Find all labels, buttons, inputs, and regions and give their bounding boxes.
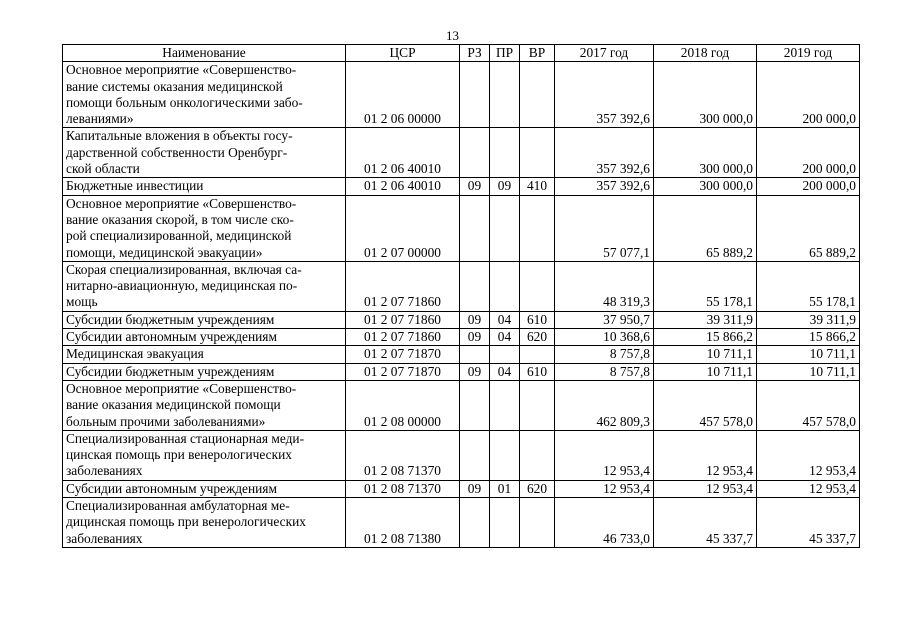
cell-rz: 09 bbox=[460, 480, 490, 497]
cell-csr: 01 2 06 00000 bbox=[346, 62, 460, 128]
cell-2017: 462 809,3 bbox=[555, 380, 654, 430]
table-row bbox=[63, 195, 860, 261]
cell-rz bbox=[460, 346, 490, 363]
cell-2018: 457 578,0 bbox=[654, 380, 757, 430]
cell-2018: 12 953,4 bbox=[654, 480, 757, 497]
cell-2018: 300 000,0 bbox=[654, 62, 757, 128]
cell-pr: 01 bbox=[490, 480, 520, 497]
cell-name: Основное мероприятие «Совершенство- вание оказания медицинской помощи больным прочими заболеваниями» bbox=[63, 380, 346, 430]
cell-vr: 410 bbox=[520, 178, 555, 195]
cell-2017: 8 757,8 bbox=[555, 363, 654, 380]
cell-pr: 04 bbox=[490, 363, 520, 380]
cell-2017: 357 392,6 bbox=[555, 128, 654, 178]
cell-2019: 15 866,2 bbox=[757, 329, 860, 346]
cell-csr: 01 2 07 71860 bbox=[346, 329, 460, 346]
header-pr: ПР bbox=[490, 45, 520, 62]
cell-name: Специализированная амбулаторная ме- дицинская помощь при венерологических заболеваниях bbox=[63, 498, 346, 548]
table-row bbox=[63, 178, 860, 195]
cell-pr bbox=[490, 380, 520, 430]
cell-rz: 09 bbox=[460, 311, 490, 328]
cell-2019: 10 711,1 bbox=[757, 346, 860, 363]
cell-csr: 01 2 07 71870 bbox=[346, 346, 460, 363]
cell-2017: 10 368,6 bbox=[555, 329, 654, 346]
cell-rz bbox=[460, 498, 490, 548]
cell-2019: 200 000,0 bbox=[757, 62, 860, 128]
table-row bbox=[63, 480, 860, 497]
header-rz: РЗ bbox=[460, 45, 490, 62]
cell-csr: 01 2 07 71860 bbox=[346, 311, 460, 328]
cell-csr: 01 2 08 71370 bbox=[346, 480, 460, 497]
header-2018: 2018 год bbox=[654, 45, 757, 62]
page-number: 13 bbox=[446, 28, 459, 43]
table-row bbox=[63, 380, 860, 430]
cell-pr bbox=[490, 498, 520, 548]
cell-pr: 04 bbox=[490, 311, 520, 328]
budget-table bbox=[62, 44, 860, 548]
cell-csr: 01 2 08 71370 bbox=[346, 430, 460, 480]
cell-vr bbox=[520, 346, 555, 363]
cell-rz bbox=[460, 128, 490, 178]
header-row bbox=[63, 45, 860, 62]
cell-pr bbox=[490, 128, 520, 178]
cell-2019: 55 178,1 bbox=[757, 261, 860, 311]
cell-2019: 10 711,1 bbox=[757, 363, 860, 380]
cell-vr: 620 bbox=[520, 480, 555, 497]
cell-csr: 01 2 08 71380 bbox=[346, 498, 460, 548]
cell-name: Субсидии бюджетным учреждениям bbox=[63, 363, 346, 380]
cell-2017: 12 953,4 bbox=[555, 480, 654, 497]
cell-2018: 12 953,4 bbox=[654, 430, 757, 480]
cell-name: Основное мероприятие «Совершенство- вание системы оказания медицинской помощи больным онкологическими забо- леваниями» bbox=[63, 62, 346, 128]
cell-vr bbox=[520, 195, 555, 261]
cell-csr: 01 2 06 40010 bbox=[346, 178, 460, 195]
table-row bbox=[63, 498, 860, 548]
cell-2018: 300 000,0 bbox=[654, 128, 757, 178]
cell-name: Капитальные вложения в объекты госу- дарственной собственности Оренбург- ской области bbox=[63, 128, 346, 178]
cell-2017: 57 077,1 bbox=[555, 195, 654, 261]
cell-2019: 457 578,0 bbox=[757, 380, 860, 430]
cell-name: Специализированная стационарная меди- цинская помощь при венерологических заболеваниях bbox=[63, 430, 346, 480]
cell-pr bbox=[490, 430, 520, 480]
table-row bbox=[63, 346, 860, 363]
table-row bbox=[63, 62, 860, 128]
cell-vr bbox=[520, 261, 555, 311]
cell-2018: 15 866,2 bbox=[654, 329, 757, 346]
cell-2019: 65 889,2 bbox=[757, 195, 860, 261]
cell-rz: 09 bbox=[460, 329, 490, 346]
cell-pr bbox=[490, 195, 520, 261]
cell-pr bbox=[490, 261, 520, 311]
cell-name: Медицинская эвакуация bbox=[63, 346, 346, 363]
cell-2017: 37 950,7 bbox=[555, 311, 654, 328]
cell-rz: 09 bbox=[460, 363, 490, 380]
cell-rz bbox=[460, 430, 490, 480]
table-row bbox=[63, 261, 860, 311]
cell-2018: 10 711,1 bbox=[654, 363, 757, 380]
cell-vr bbox=[520, 128, 555, 178]
header-csr: ЦСР bbox=[346, 45, 460, 62]
cell-name: Бюджетные инвестиции bbox=[63, 178, 346, 195]
cell-vr bbox=[520, 430, 555, 480]
cell-csr: 01 2 07 71870 bbox=[346, 363, 460, 380]
cell-vr: 610 bbox=[520, 311, 555, 328]
cell-csr: 01 2 08 00000 bbox=[346, 380, 460, 430]
cell-rz: 09 bbox=[460, 178, 490, 195]
cell-rz bbox=[460, 195, 490, 261]
cell-2018: 39 311,9 bbox=[654, 311, 757, 328]
cell-2018: 55 178,1 bbox=[654, 261, 757, 311]
cell-2019: 39 311,9 bbox=[757, 311, 860, 328]
cell-pr: 09 bbox=[490, 178, 520, 195]
cell-name: Скорая специализированная, включая са- нитарно-авиационную, медицинская по- мощь bbox=[63, 261, 346, 311]
cell-name: Субсидии автономным учреждениям bbox=[63, 480, 346, 497]
table-row bbox=[63, 430, 860, 480]
cell-2019: 200 000,0 bbox=[757, 178, 860, 195]
table-row bbox=[63, 128, 860, 178]
header-2019: 2019 год bbox=[757, 45, 860, 62]
cell-2017: 357 392,6 bbox=[555, 178, 654, 195]
cell-2019: 200 000,0 bbox=[757, 128, 860, 178]
header-name: Наименование bbox=[63, 45, 346, 62]
cell-csr: 01 2 07 00000 bbox=[346, 195, 460, 261]
cell-rz bbox=[460, 62, 490, 128]
cell-pr bbox=[490, 346, 520, 363]
cell-2018: 300 000,0 bbox=[654, 178, 757, 195]
header-2017: 2017 год bbox=[555, 45, 654, 62]
cell-name: Субсидии автономным учреждениям bbox=[63, 329, 346, 346]
cell-2017: 46 733,0 bbox=[555, 498, 654, 548]
cell-name: Субсидии бюджетным учреждениям bbox=[63, 311, 346, 328]
cell-2017: 12 953,4 bbox=[555, 430, 654, 480]
cell-name: Основное мероприятие «Совершенство- вание оказания скорой, в том числе ско- рой специализированной, медицинской помощи, медицинской эвакуации» bbox=[63, 195, 346, 261]
cell-pr: 04 bbox=[490, 329, 520, 346]
cell-2018: 10 711,1 bbox=[654, 346, 757, 363]
cell-csr: 01 2 07 71860 bbox=[346, 261, 460, 311]
cell-2017: 48 319,3 bbox=[555, 261, 654, 311]
cell-rz bbox=[460, 380, 490, 430]
cell-2019: 45 337,7 bbox=[757, 498, 860, 548]
cell-rz bbox=[460, 261, 490, 311]
table-row bbox=[63, 311, 860, 328]
cell-vr: 610 bbox=[520, 363, 555, 380]
cell-2018: 65 889,2 bbox=[654, 195, 757, 261]
table-row bbox=[63, 363, 860, 380]
cell-2017: 8 757,8 bbox=[555, 346, 654, 363]
cell-2017: 357 392,6 bbox=[555, 62, 654, 128]
cell-csr: 01 2 06 40010 bbox=[346, 128, 460, 178]
table-row bbox=[63, 329, 860, 346]
cell-2019: 12 953,4 bbox=[757, 480, 860, 497]
cell-vr bbox=[520, 62, 555, 128]
cell-pr bbox=[490, 62, 520, 128]
cell-2019: 12 953,4 bbox=[757, 430, 860, 480]
cell-vr bbox=[520, 498, 555, 548]
cell-vr: 620 bbox=[520, 329, 555, 346]
cell-vr bbox=[520, 380, 555, 430]
header-vr: ВР bbox=[520, 45, 555, 62]
cell-2018: 45 337,7 bbox=[654, 498, 757, 548]
